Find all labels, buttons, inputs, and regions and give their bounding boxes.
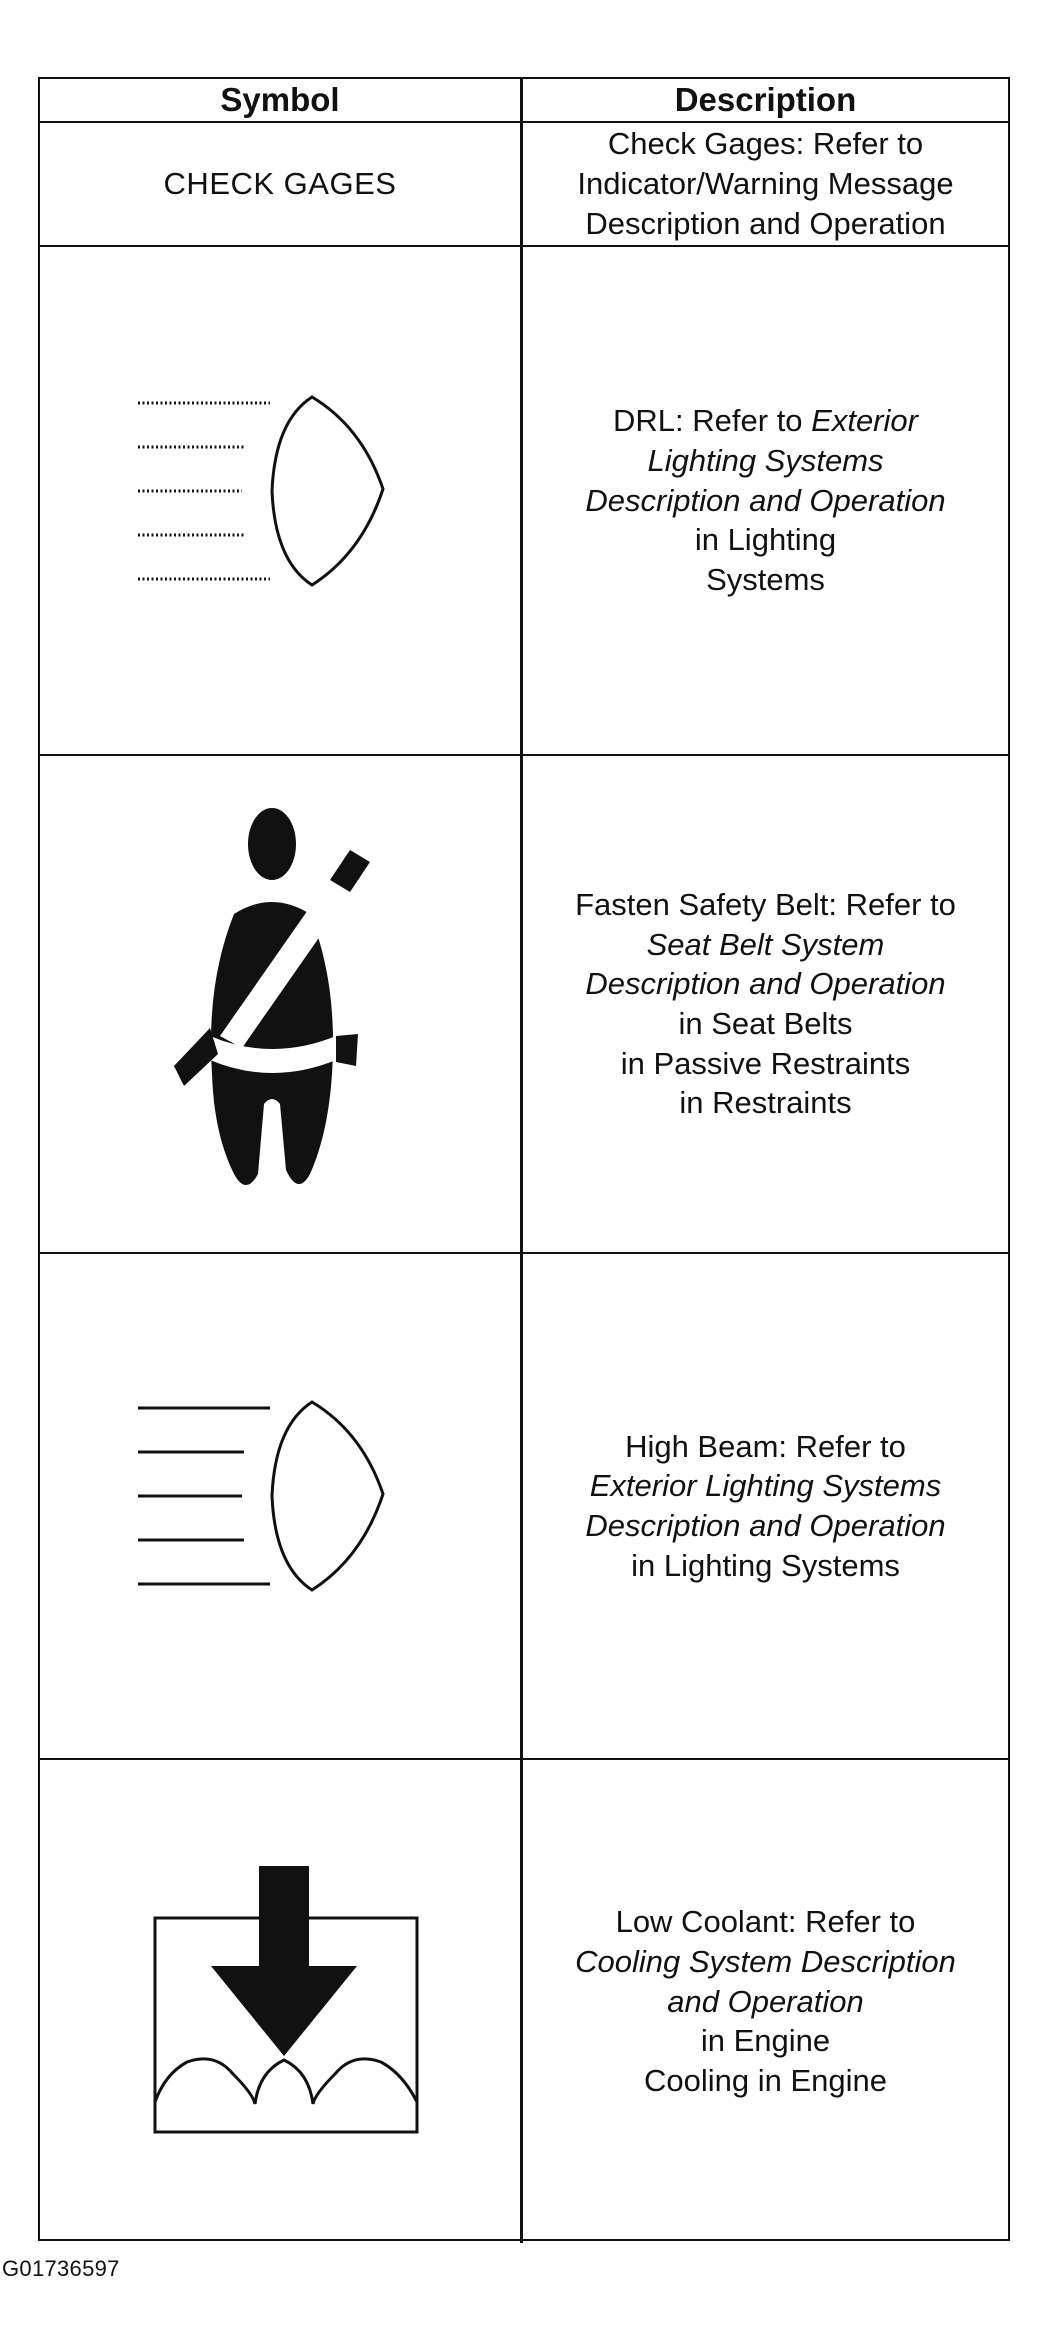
table-row	[40, 756, 1008, 1254]
header-description: Description	[674, 81, 857, 118]
high-beam-description: High Beam: Refer to Exterior Lighting Systems Description and Operation in Lighting Systems	[585, 1428, 946, 1583]
check-gages-symbol-text: CHECK GAGES	[163, 166, 397, 201]
table-row	[40, 247, 1008, 756]
low-coolant-icon	[135, 1862, 425, 2142]
low-coolant-description: Low Coolant: Refer to Cooling System Description and Operation in Engine Cooling in Engine	[575, 1904, 956, 2098]
table-header-row	[40, 79, 1008, 123]
seat-belt-description: Fasten Safety Belt: Refer to Seat Belt System Description and Operation in Seat Belts in Passive Restraints in Restraints	[575, 886, 956, 1121]
table-row	[40, 123, 1008, 247]
table-row	[40, 1254, 1008, 1760]
high-beam-icon	[130, 1396, 430, 1616]
table-row	[40, 1760, 1008, 2243]
indicator-table	[38, 77, 1010, 2241]
header-symbol: Symbol	[220, 81, 340, 118]
check-gages-description: Check Gages: Refer to Indicator/Warning Message Description and Operation	[577, 126, 954, 241]
drl-description: DRL: Refer to Exterior Lighting Systems Description and Operation in Lighting Systems	[585, 403, 946, 597]
figure-code: G01736597	[2, 2256, 120, 2281]
drl-headlamp-icon	[130, 391, 430, 611]
seat-belt-icon	[160, 804, 400, 1204]
